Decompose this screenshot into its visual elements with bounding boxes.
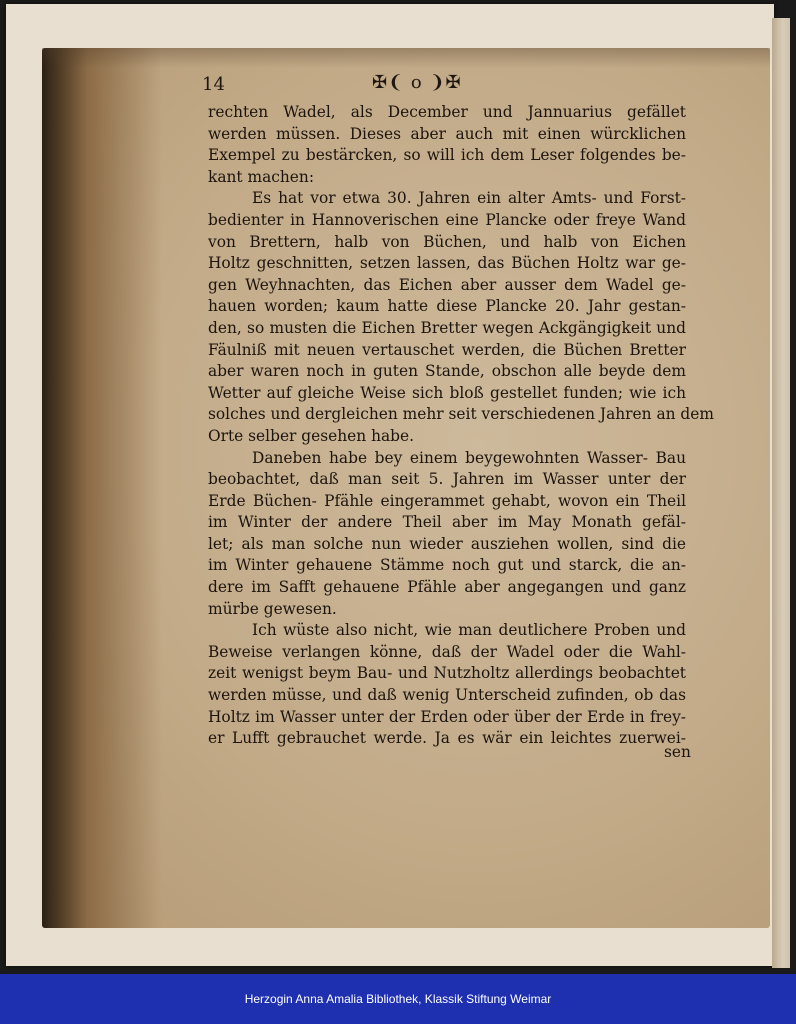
- text-line: beobachtet, daß man seit 5. Jahren im Wasser unter der: [208, 470, 686, 489]
- body-text: [208, 102, 714, 750]
- paragraph: [208, 620, 686, 750]
- text-line: Erde Büchen- Pfähle eingerammet gehabt, wovon ein Theil: [208, 491, 686, 510]
- text-line: Beweise verlangen könne, daß der Wadel oder die Wahl-: [208, 642, 686, 661]
- next-leaf-edge: [772, 18, 790, 968]
- text-line: solches und dergleichen mehr seit verschiedenen Jahren an dem: [208, 405, 714, 424]
- catchword: sen: [664, 743, 691, 761]
- paragraph: [208, 188, 714, 447]
- gutter-shadow: [42, 48, 162, 928]
- page-number: 14: [202, 74, 225, 95]
- text-line: dere im Safft gehauene Pfähle aber angegangen und ganz: [208, 578, 686, 597]
- footer-credit-bar: [0, 974, 796, 1024]
- running-header: [202, 74, 692, 98]
- text-line: von Brettern, halb von Büchen, und halb von Eichen: [208, 232, 686, 251]
- text-line: gen Weyhnachten, das Eichen aber ausser dem Wadel ge-: [208, 275, 686, 294]
- text-line: mürbe gewesen.: [208, 599, 337, 618]
- text-line: Holtz im Wasser unter der Erden oder über der Erde in frey-: [208, 707, 686, 726]
- text-line: hauen worden; kaum hatte diese Plancke 20. Jahr gestan-: [208, 297, 686, 316]
- paragraph: [208, 448, 686, 621]
- text-line: aber waren noch in guten Stande, obschon alle beyde dem: [208, 362, 686, 381]
- text-line: Ich wüste also nicht, wie man deutlichere Proben und: [252, 621, 686, 640]
- text-line: im Winter gehauene Stämme noch gut und starck, die an-: [208, 556, 686, 575]
- paragraph: [208, 102, 686, 188]
- text-line: Holtz geschnitten, setzen lassen, das Büchen Holtz war ge-: [208, 254, 686, 273]
- text-line: im Winter der andere Theil aber im May Monath gefäl-: [208, 513, 686, 532]
- text-line: bedienter in Hannoverischen eine Plancke oder freye Wand: [208, 210, 686, 229]
- text-line: kant machen:: [208, 167, 314, 186]
- ornament-icon: ✠❨ o ❩✠: [372, 72, 462, 93]
- text-line: er Lufft gebrauchet werde. Ja es wär ein leichtes zuerwei-: [208, 729, 686, 748]
- text-line: rechten Wadel, als December und Jannuarius gefället: [208, 103, 686, 121]
- text-line: Exempel zu bestärcken, so will ich dem Leser folgendes be-: [208, 146, 686, 165]
- text-line: Orte selber gesehen habe.: [208, 426, 415, 445]
- text-line: zeit wenigst beym Bau- und Nutzholtz allerdings beobachtet: [208, 664, 686, 683]
- book-page: [42, 48, 770, 928]
- top-shadow: [42, 48, 770, 68]
- text-line: werden müssen. Dieses aber auch mit einen würcklichen: [208, 124, 686, 143]
- text-line: Es hat vor etwa 30. Jahren ein alter Amts- und Forst-: [252, 189, 686, 208]
- text-line: den, so musten die Eichen Bretter wegen Ackgängigkeit und: [208, 318, 686, 337]
- text-line: Daneben habe bey einem beygewohnten Wasser- Bau: [252, 448, 686, 467]
- text-line: Wetter auf gleiche Weise sich bloß gestellet funden; wie ich: [208, 383, 686, 402]
- text-line: werden müsse, und daß wenig Unterscheid zufinden, ob das: [208, 686, 686, 705]
- footer-credit: Herzogin Anna Amalia Bibliothek, Klassik Stiftung Weimar: [244, 992, 552, 1006]
- text-line: Fäulniß mit neuen vertauschet werden, die Büchen Bretter: [208, 340, 686, 359]
- text-line: let; als man solche nun wieder ausziehen wollen, sind die: [208, 534, 686, 553]
